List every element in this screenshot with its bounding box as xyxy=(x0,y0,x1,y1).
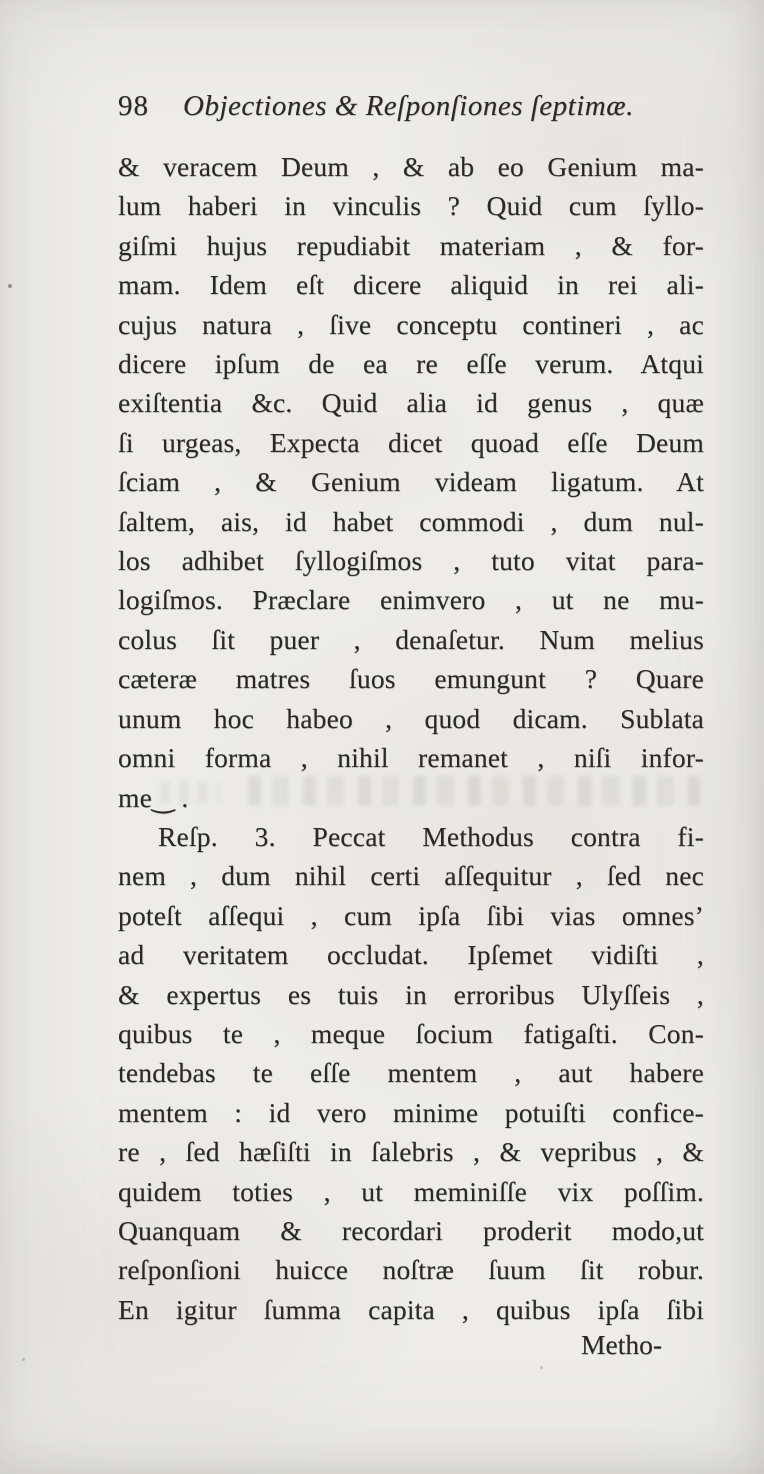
text-line: dicere ipſum de ea re eſſe verum. Atqui xyxy=(118,348,704,380)
text-line: los adhibet ſyllogiſmos , tuto vitat para- xyxy=(118,545,704,577)
page-header xyxy=(118,90,704,123)
text-line: quibus te , meque ſocium fatigaſti. Con- xyxy=(118,1017,704,1049)
text-line: cujus natura , ſive conceptu contineri , ac xyxy=(118,308,704,340)
text-line: & veracem Deum , & ab eo Genium ma- xyxy=(118,151,704,182)
text-line: ſaltem, ais, id habet commodi , dum nul- xyxy=(118,505,704,537)
text-line: & expertus es tuis in erroribus Ulyſſeis , xyxy=(118,978,704,1010)
text-line: giſmi hujus repudiabit materiam , & for- xyxy=(118,229,704,261)
text-line: En igitur ſumma capita , quibus ipſa ſibi xyxy=(118,1293,704,1325)
text-line: exiſtentia &c. Quid alia id genus , quæ xyxy=(118,387,704,419)
text-line: mam. Idem eſt dicere aliquid in rei ali- xyxy=(118,269,704,301)
text-line: Quanquam & recordari proderit modo,ut xyxy=(118,1214,704,1246)
paper-speck xyxy=(8,284,12,288)
text-line: nem , dum nihil certi aſſequitur , ſed nec xyxy=(118,860,704,892)
text-line: colus ſit puer , denaſetur. Num melius xyxy=(118,623,704,655)
text-line: tendebas te eſſe mentem , aut habere xyxy=(118,1057,704,1089)
page-number: 98 xyxy=(118,90,149,122)
text-line: unum hoc habeo , quod dicam. Sublata xyxy=(118,702,704,734)
text-line: Reſp. 3. Peccat Methodus contra fi- xyxy=(158,820,704,852)
text-line: reſponſioni huicce noſtræ ſuum ſit robur. xyxy=(118,1254,704,1286)
paper-speck xyxy=(540,1366,543,1369)
running-title: Objectiones & Reſponſiones ſeptimæ. xyxy=(183,90,634,122)
text-line: cæteræ matres ſuos emungunt ? Quare xyxy=(118,663,704,695)
text-line: poteſt aſſequi , cum ipſa ſibi vias omnes’ xyxy=(118,899,704,931)
text-line: quidem toties , ut meminiſſe vix poſſim. xyxy=(118,1175,704,1207)
text-line: omni forma , nihil remanet , niſi infor- xyxy=(118,742,704,774)
text-line: lum haberi in vinculis ? Quid cum ſyllo- xyxy=(118,190,704,222)
text-line: re , ſed hæſiſti in ſalebris , & vepribus , & xyxy=(118,1136,704,1168)
text-line: logiſmos. Præclare enimvero , ut ne mu- xyxy=(118,584,704,616)
paper-speck xyxy=(22,1358,25,1361)
text-line: ſi urgeas, Expecta dicet quoad eſſe Deum xyxy=(118,426,704,458)
catchword: Metho- xyxy=(581,1329,662,1360)
text-line: me‿ . xyxy=(118,781,189,813)
text-line: ſciam , & Genium videam ligatum. At xyxy=(118,466,704,498)
text-line: ad veritatem occludat. Ipſemet vidiſti , xyxy=(118,939,704,971)
text-block xyxy=(118,147,704,1329)
text-line: mentem : id vero minime potuiſti confice- xyxy=(118,1096,704,1128)
